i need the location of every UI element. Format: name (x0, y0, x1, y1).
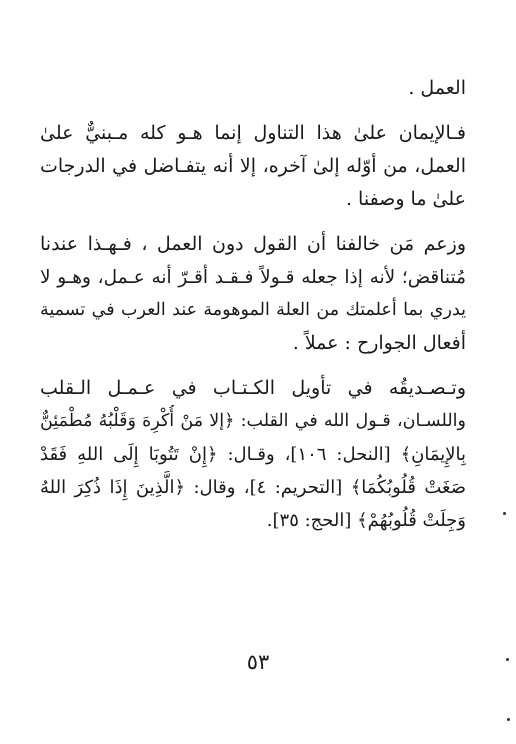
paragraph-4 (40, 372, 466, 537)
paragraph-gap (40, 216, 466, 228)
text-line: يدري بما أعلمتك من العلة الموهومة عند العرب في تسمية (40, 300, 466, 320)
text-line-with-verse: بِالإِيمَانِ﴾ [النحل: ١٠٦]، وقـال: ﴿إِنْ تَتُوبَا إِلَى اللهِ فَقَدْ (40, 444, 466, 465)
text-line: العمل، من أوّله إلىٰ آخره، إلا أنه يتفـاضل في الدرجات (40, 155, 466, 177)
page-number: ٥٣ (246, 650, 270, 674)
text-line-with-verse: وَجِلَتْ قُلُوبُهُمْ﴾ [الحج: ٣٥]. (266, 510, 466, 531)
text-line: العمل . (408, 77, 466, 99)
paragraph-1 (40, 72, 466, 105)
paragraph-2 (40, 117, 466, 216)
paragraph-3 (40, 228, 466, 360)
text-line-with-verse: واللسـان، قـول الله في القلب: ﴿إلا مَنْ أُكْرِهَ وَقَلْبُهُ مُطْمَئِنٌّ (40, 411, 466, 431)
text-line: وزعم مَن خالفنا أن القول دون العمل ، فـهـذا عندنا (40, 233, 466, 255)
page-body (40, 72, 466, 537)
text-line: علىٰ ما وصفنا . (345, 188, 466, 210)
scan-speck (503, 512, 506, 515)
paragraph-gap (40, 105, 466, 117)
scan-speck (506, 658, 509, 661)
text-line: أفعال الجوارح : عملاً . (292, 332, 466, 354)
scan-speck (507, 718, 510, 721)
text-line: وتـصـديقُه في تأويل الكـتـاب في عـمـل الـقلب (40, 377, 466, 399)
text-line-with-verse: صَغَتْ قُلُوبُكُمَا﴾ [التحريم: ٤]، وقال: ﴿الَّذِينَ إِذَا ذُكِرَ اللهُ (40, 477, 466, 498)
paragraph-gap (40, 360, 466, 372)
text-line: فـالإيمان علىٰ هذا التناول إنما هـو كله مـبنيٌّ علىٰ (40, 122, 466, 144)
text-line: مُتناقض؛ لأنه إذا جعله قـولاً فـقـد أقـرّ أنه عـمل، وهـو لا (40, 267, 466, 288)
